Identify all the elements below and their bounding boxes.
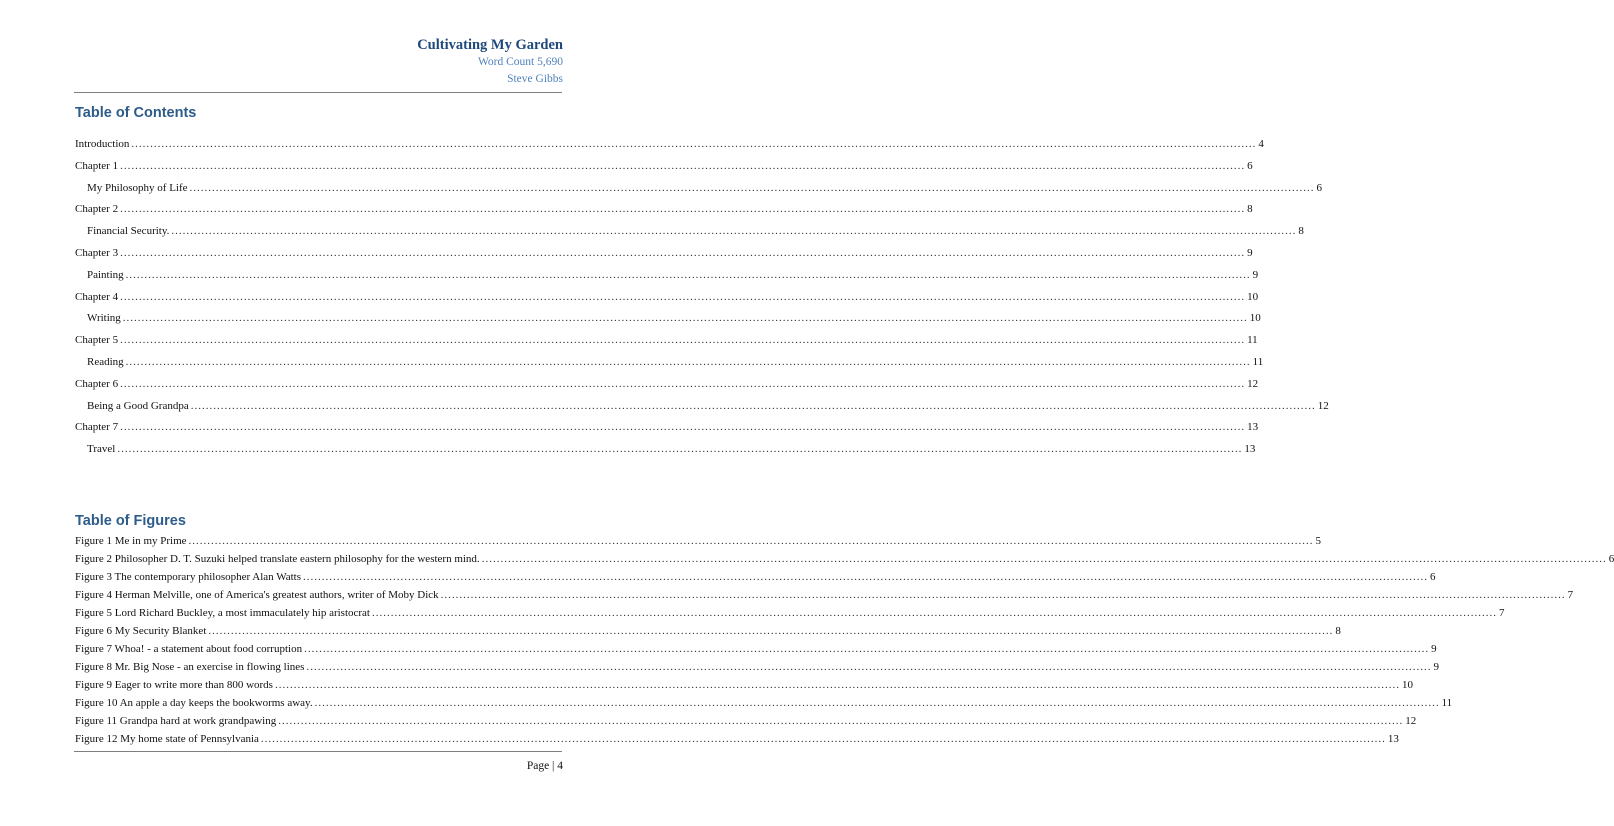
dot-leader: ............................................................................................................................................................................................................................................................................................................ xyxy=(188,535,1314,547)
toc-entry-page: 12 xyxy=(1247,377,1259,390)
toc-entry-page: 6 xyxy=(1316,181,1323,194)
tof-heading: Table of Figures xyxy=(75,513,186,529)
figure-entry-page: 6 xyxy=(1430,571,1436,583)
toc-entry-label: My Philosophy of Life xyxy=(87,181,188,194)
figure-entry-page: 7 xyxy=(1567,589,1574,601)
toc-subentry[interactable] xyxy=(75,439,1256,461)
dot-leader: ............................................................................................................................................................................................................................................................................................................ xyxy=(481,553,1607,565)
dot-leader: ............................................................................................................................................................................................................................................................................................................ xyxy=(190,399,1316,412)
figure-entry-label: Figure 7 Whoa! - a statement about food corruption xyxy=(75,643,303,655)
figure-entry-page: 9 xyxy=(1431,643,1437,655)
toc-entry-page: 13 xyxy=(1244,443,1256,456)
figure-entry[interactable] xyxy=(75,622,1341,640)
figure-entry[interactable] xyxy=(75,532,1322,550)
figure-entry[interactable] xyxy=(75,694,1453,712)
toc-entry-label: Chapter 6 xyxy=(75,377,119,390)
dot-leader: ............................................................................................................................................................................................................................................................................................................ xyxy=(303,571,1428,583)
dot-leader: ............................................................................................................................................................................................................................................................................................................ xyxy=(304,643,1430,655)
toc-entry-page: 8 xyxy=(1298,225,1304,238)
toc-entry[interactable] xyxy=(75,199,1253,221)
figure-entry-label: Figure 5 Lord Richard Buckley, a most immaculately hip aristocrat xyxy=(75,607,370,619)
toc-entry-label: Chapter 2 xyxy=(75,203,119,216)
word-count: Word Count 5,690 xyxy=(477,56,563,68)
footer-divider xyxy=(74,751,562,752)
dot-leader: ............................................................................................................................................................................................................................................................................................................ xyxy=(120,421,1246,434)
figure-entry-page: 10 xyxy=(1401,679,1413,691)
dot-leader: ............................................................................................................................................................................................................................................................................................................ xyxy=(278,715,1404,727)
dot-leader: ............................................................................................................................................................................................................................................................................................................ xyxy=(117,443,1243,456)
figure-entry[interactable] xyxy=(75,658,1439,676)
dot-leader: ............................................................................................................................................................................................................................................................................................................ xyxy=(120,203,1246,216)
figure-entry-page: 7 xyxy=(1499,607,1505,619)
toc-entry-label: Chapter 7 xyxy=(75,421,119,434)
dot-leader: ............................................................................................................................................................................................................................................................................................................ xyxy=(120,334,1246,347)
figure-entry-label: Figure 12 My home state of Pennsylvania xyxy=(75,733,259,745)
toc-subentry[interactable] xyxy=(75,178,1323,200)
figure-entry-page: 5 xyxy=(1315,535,1322,547)
dot-leader: ............................................................................................................................................................................................................................................................................................................ xyxy=(125,355,1251,368)
toc-subentry[interactable] xyxy=(75,396,1329,418)
toc-entry-page: 9 xyxy=(1252,268,1259,281)
toc-subentry[interactable] xyxy=(75,308,1261,330)
toc-entry-page: 11 xyxy=(1252,355,1264,368)
toc-subentry[interactable] xyxy=(75,265,1259,287)
figure-entry-label: Figure 1 Me in my Prime xyxy=(75,535,187,547)
toc-entry[interactable] xyxy=(75,287,1259,309)
dot-leader: ............................................................................................................................................................................................................................................................................................................ xyxy=(131,138,1257,150)
figure-entry-page: 12 xyxy=(1405,715,1417,727)
dot-leader: ............................................................................................................................................................................................................................................................................................................ xyxy=(274,679,1400,691)
figure-entry-page: 13 xyxy=(1387,733,1399,745)
figure-entry-label: Figure 2 Philosopher D. T. Suzuki helped translate eastern philosophy for the western mind. xyxy=(75,553,480,565)
header-divider xyxy=(74,92,562,93)
figure-entry-page: 8 xyxy=(1335,625,1341,637)
toc-entry-label: Chapter 4 xyxy=(75,290,119,303)
figure-entry-label: Figure 3 The contemporary philosopher Alan Watts xyxy=(75,571,301,583)
page-number: Page | 4 xyxy=(526,760,563,772)
dot-leader: ............................................................................................................................................................................................................................................................................................................ xyxy=(306,661,1432,673)
dot-leader: ............................................................................................................................................................................................................................................................................................................ xyxy=(171,225,1297,238)
figure-entry[interactable] xyxy=(75,712,1417,730)
toc-entry-page: 13 xyxy=(1247,421,1259,434)
figure-entry[interactable] xyxy=(75,550,1614,568)
figure-entry-label: Figure 10 An apple a day keeps the bookworms away. xyxy=(75,697,313,709)
figure-entry[interactable] xyxy=(75,640,1437,658)
dot-leader: ............................................................................................................................................................................................................................................................................................................ xyxy=(208,625,1334,637)
figure-entry-label: Figure 11 Grandpa hard at work grandpawing xyxy=(75,715,277,727)
toc-entry-label: Chapter 5 xyxy=(75,334,119,347)
toc-entry-label: Writing xyxy=(87,312,121,325)
figure-entry[interactable] xyxy=(75,676,1413,694)
dot-leader: ............................................................................................................................................................................................................................................................................................................ xyxy=(314,697,1440,709)
toc-entry-label: Financial Security. xyxy=(87,225,170,238)
page-header xyxy=(417,36,563,88)
toc-entry-label: Painting xyxy=(87,268,124,281)
dot-leader: ............................................................................................................................................................................................................................................................................................................ xyxy=(189,181,1315,194)
toc-entry-page: 9 xyxy=(1247,246,1253,259)
toc-entry[interactable] xyxy=(75,417,1259,439)
toc-entry[interactable] xyxy=(75,134,1264,156)
dot-leader: ............................................................................................................................................................................................................................................................................................................ xyxy=(372,607,1497,619)
toc-entry-page: 12 xyxy=(1317,399,1329,412)
dot-leader: ............................................................................................................................................................................................................................................................................................................ xyxy=(120,159,1246,172)
figure-entry-label: Figure 4 Herman Melville, one of America's greatest authors, writer of Moby Dick xyxy=(75,589,439,601)
toc-entry-page: 10 xyxy=(1247,290,1259,303)
toc-entry[interactable] xyxy=(75,374,1259,396)
toc-entry-label: Travel xyxy=(87,443,116,456)
figure-entry[interactable] xyxy=(75,586,1574,604)
toc-entry-label: Reading xyxy=(87,355,124,368)
toc-entry-page: 4 xyxy=(1258,138,1264,150)
document-title: Cultivating My Garden xyxy=(417,37,563,53)
toc-entry[interactable] xyxy=(75,243,1253,265)
figure-entry[interactable] xyxy=(75,604,1505,622)
toc-entry-label: Being a Good Grandpa xyxy=(87,399,189,412)
figure-entry-label: Figure 6 My Security Blanket xyxy=(75,625,207,637)
figure-entry[interactable] xyxy=(75,568,1436,586)
toc-list xyxy=(75,134,1329,461)
dot-leader: ............................................................................................................................................................................................................................................................................................................ xyxy=(440,589,1566,601)
toc-entry-page: 6 xyxy=(1247,159,1253,172)
toc-subentry[interactable] xyxy=(75,221,1304,243)
figure-entry-page: 9 xyxy=(1433,661,1439,673)
toc-entry[interactable] xyxy=(75,330,1258,352)
toc-subentry[interactable] xyxy=(75,352,1264,374)
figure-entry-label: Figure 8 Mr. Big Nose - an exercise in flowing lines xyxy=(75,661,305,673)
dot-leader: ............................................................................................................................................................................................................................................................................................................ xyxy=(122,312,1248,325)
figure-entry-page: 11 xyxy=(1441,697,1453,709)
toc-entry-page: 8 xyxy=(1247,203,1253,216)
toc-entry-label: Chapter 1 xyxy=(75,159,119,172)
toc-entry-label: Introduction xyxy=(75,138,130,150)
dot-leader: ............................................................................................................................................................................................................................................................................................................ xyxy=(120,290,1246,303)
toc-entry-page: 11 xyxy=(1247,334,1258,347)
author-name: Steve Gibbs xyxy=(507,73,563,85)
toc-entry-label: Chapter 3 xyxy=(75,246,119,259)
dot-leader: ............................................................................................................................................................................................................................................................................................................ xyxy=(125,268,1251,281)
toc-heading: Table of Contents xyxy=(75,105,197,121)
toc-entry-page: 10 xyxy=(1249,312,1261,325)
dot-leader: ............................................................................................................................................................................................................................................................................................................ xyxy=(120,246,1246,259)
dot-leader: ............................................................................................................................................................................................................................................................................................................ xyxy=(120,377,1246,390)
figure-entry[interactable] xyxy=(75,730,1399,748)
figure-entry-label: Figure 9 Eager to write more than 800 words xyxy=(75,679,273,691)
dot-leader: ............................................................................................................................................................................................................................................................................................................ xyxy=(260,733,1386,745)
figure-entry-page: 6 xyxy=(1608,553,1614,565)
tof-list xyxy=(75,532,1614,748)
toc-entry[interactable] xyxy=(75,156,1253,178)
